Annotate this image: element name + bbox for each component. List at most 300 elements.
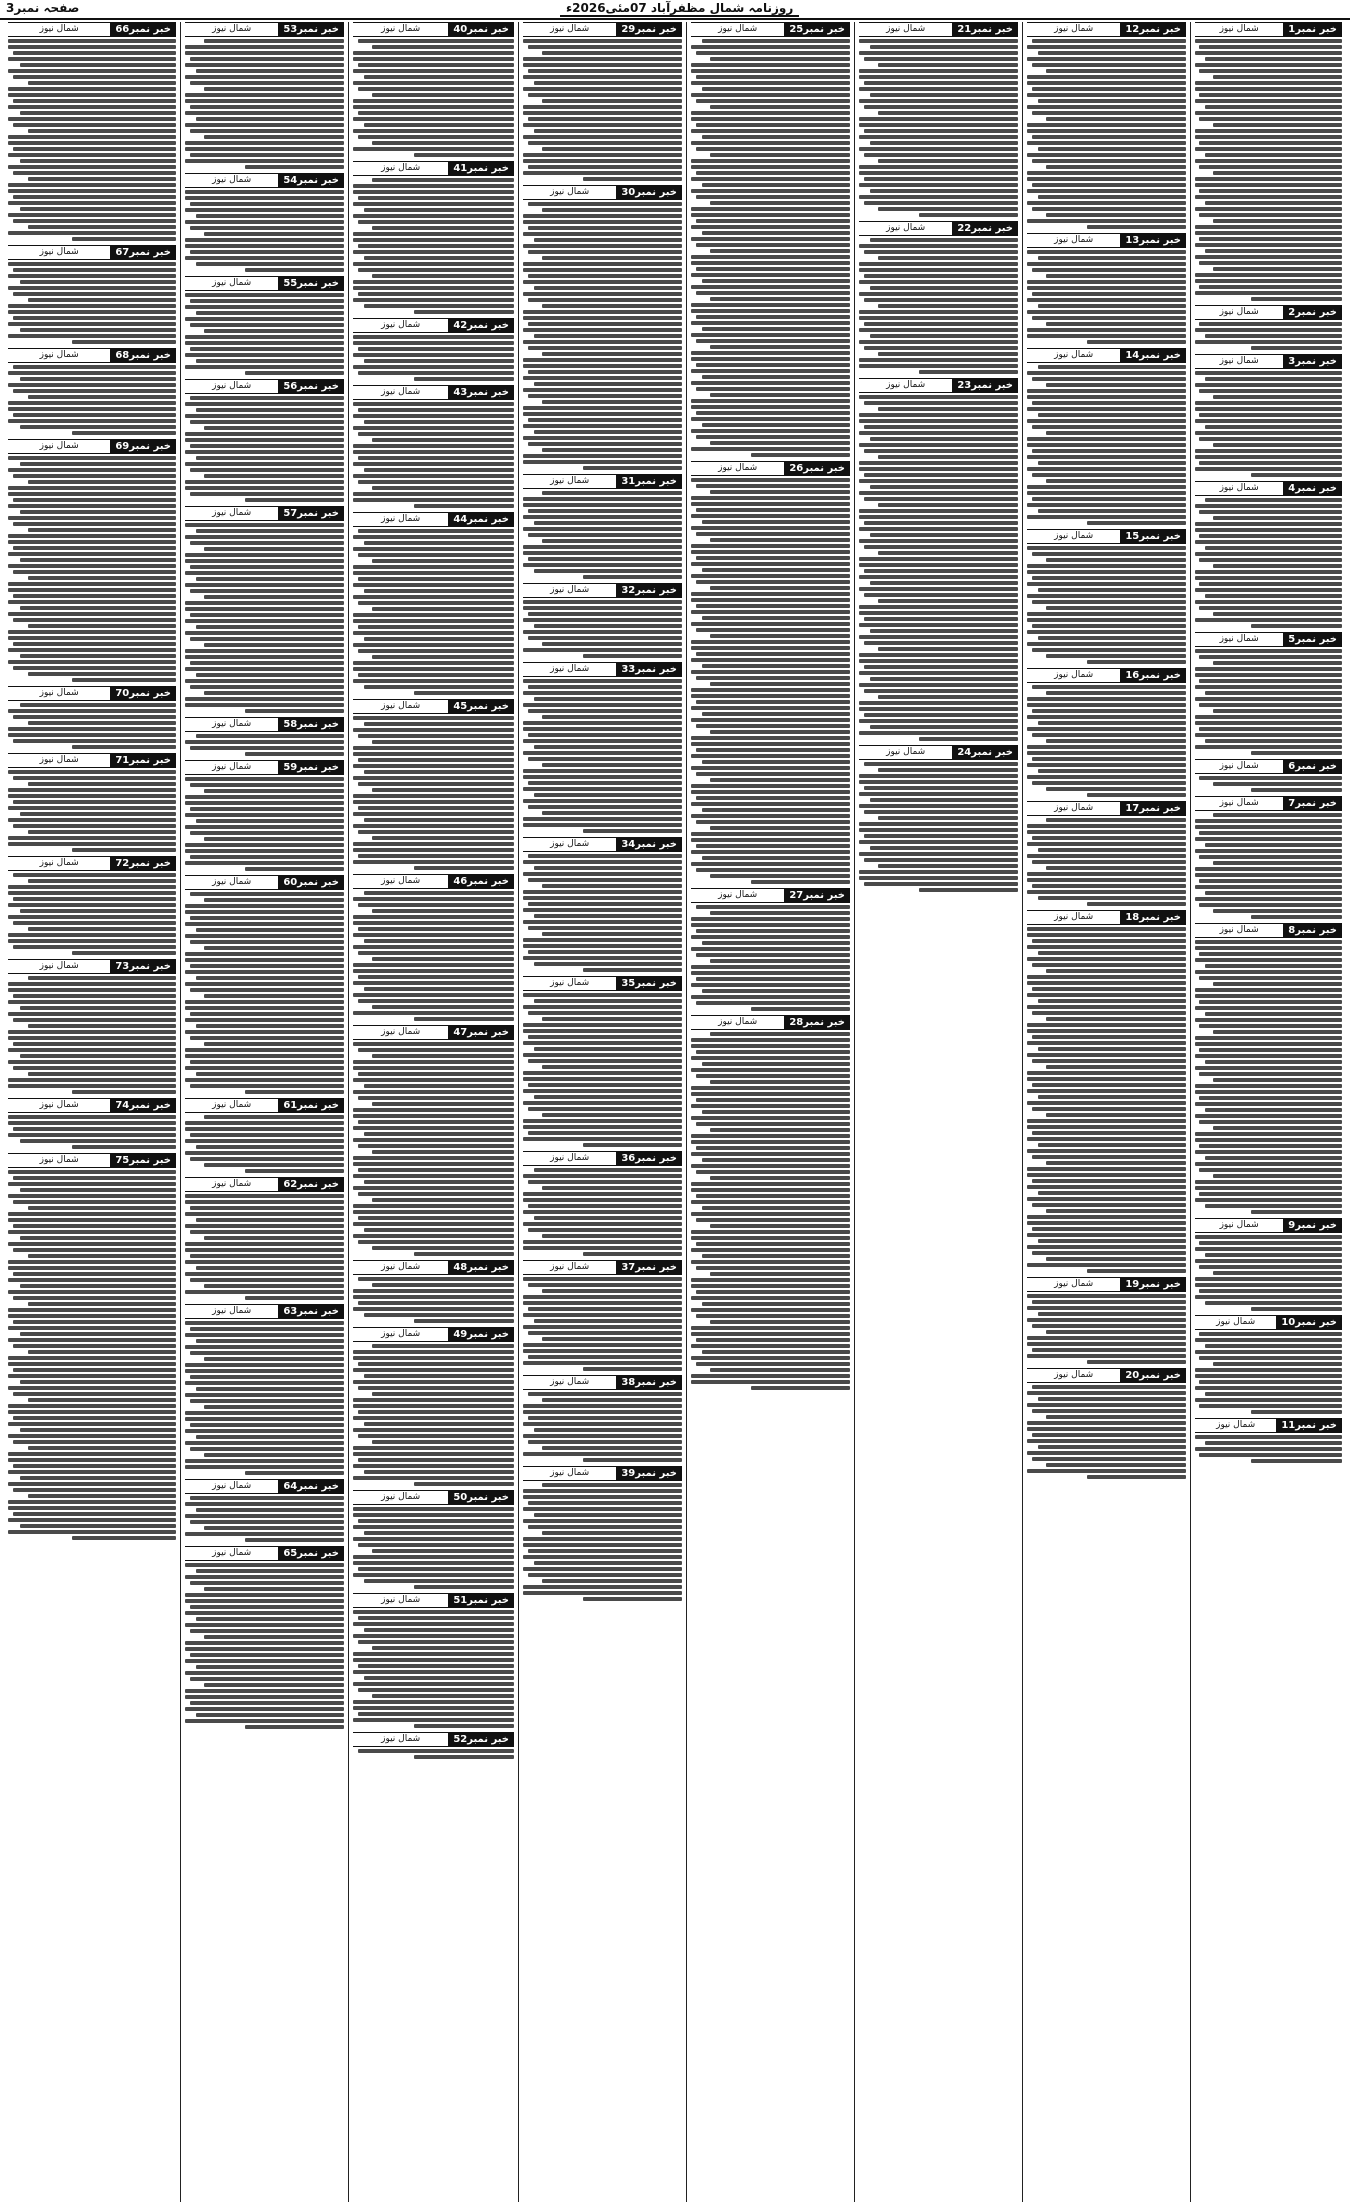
text-line <box>1195 291 1342 295</box>
text-line <box>523 358 682 362</box>
text-line <box>372 607 514 611</box>
text-line <box>523 159 682 163</box>
news-source-label: شمال نیوز <box>212 278 252 288</box>
text-line <box>691 225 850 229</box>
text-line <box>8 1030 176 1034</box>
text-line <box>542 1234 682 1238</box>
news-item <box>8 1098 176 1149</box>
text-line <box>196 408 344 412</box>
text-line <box>751 880 850 884</box>
text-line <box>358 1640 514 1644</box>
text-line <box>702 808 850 812</box>
text-line <box>1027 515 1186 519</box>
text-line <box>358 87 514 91</box>
text-line <box>523 1192 682 1196</box>
text-line <box>696 604 850 608</box>
text-line <box>190 589 344 593</box>
text-line <box>691 1086 850 1090</box>
text-line <box>20 1284 176 1288</box>
text-line <box>523 1404 682 1408</box>
news-item-body <box>523 854 682 972</box>
news-item-header <box>185 379 344 394</box>
text-line <box>1195 1398 1342 1402</box>
news-item <box>353 1327 514 1486</box>
text-line <box>8 733 176 737</box>
news-item-number: خبر نمبر2 <box>1283 306 1342 319</box>
news-item-number: خبر نمبر53 <box>278 23 344 36</box>
text-line <box>702 279 850 283</box>
news-item <box>353 1025 514 1256</box>
text-line <box>8 727 176 731</box>
news-source-label: شمال نیوز <box>381 1027 421 1037</box>
text-line <box>353 1090 514 1094</box>
text-line <box>358 1362 514 1366</box>
text-line <box>1027 1029 1186 1033</box>
text-line <box>523 388 682 392</box>
text-line <box>190 1677 344 1681</box>
text-line <box>1195 1006 1342 1010</box>
text-line <box>878 695 1018 699</box>
text-line <box>358 999 514 1003</box>
text-line <box>523 1071 682 1075</box>
text-line <box>1027 419 1186 423</box>
text-line <box>185 1078 344 1082</box>
text-line <box>1199 1453 1342 1457</box>
text-line <box>542 1483 682 1487</box>
text-line <box>353 667 514 671</box>
text-line <box>185 1459 344 1463</box>
text-line <box>1032 1131 1186 1135</box>
text-line <box>1038 413 1186 417</box>
text-line <box>710 490 850 494</box>
news-source-label: شمال نیوز <box>1054 531 1094 541</box>
text-line <box>1205 57 1342 61</box>
text-line <box>13 316 176 320</box>
text-line <box>353 232 514 236</box>
text-line <box>1027 93 1186 97</box>
news-item <box>523 1466 682 1601</box>
text-line <box>523 424 682 428</box>
text-line <box>691 1344 850 1348</box>
text-line <box>1195 1132 1342 1136</box>
text-line <box>523 1137 682 1141</box>
text-line <box>864 593 1018 597</box>
text-line <box>1032 1457 1186 1461</box>
text-line <box>1213 661 1342 665</box>
text-line <box>1195 177 1342 181</box>
text-line <box>8 612 176 616</box>
text-line <box>358 1458 514 1462</box>
text-line <box>528 117 682 121</box>
text-line <box>696 772 850 776</box>
text-line <box>523 1585 682 1589</box>
text-line <box>691 1374 850 1378</box>
news-item <box>691 888 850 1011</box>
news-source-label: شمال نیوز <box>381 1734 421 1744</box>
text-line <box>859 69 1018 73</box>
text-line <box>523 944 682 948</box>
text-line <box>204 837 344 841</box>
text-line <box>353 1428 514 1432</box>
news-item-body <box>353 529 514 695</box>
text-line <box>353 1078 514 1082</box>
text-line <box>1251 346 1342 350</box>
text-line <box>528 202 682 206</box>
text-line <box>185 1224 344 1228</box>
text-line <box>1213 171 1342 175</box>
news-item-header <box>1027 348 1186 363</box>
text-line <box>1027 395 1186 399</box>
news-source-label: شمال نیوز <box>1054 350 1094 360</box>
text-line <box>190 105 344 109</box>
text-line <box>353 619 514 623</box>
text-line <box>8 334 176 338</box>
text-line <box>185 111 344 115</box>
text-line <box>702 1062 850 1066</box>
text-line <box>358 782 514 786</box>
text-line <box>710 105 850 109</box>
text-line <box>190 347 344 351</box>
text-line <box>859 563 1018 567</box>
text-line <box>702 568 850 572</box>
text-line <box>28 177 176 181</box>
text-line <box>542 1337 682 1341</box>
text-line <box>859 852 1018 856</box>
text-line <box>1027 455 1186 459</box>
text-line <box>859 268 1018 272</box>
text-line <box>1027 642 1186 646</box>
news-item-number: خبر نمبر12 <box>1120 23 1186 36</box>
news-source-label: شمال نیوز <box>212 1481 252 1491</box>
text-line <box>185 697 344 701</box>
text-line <box>1027 830 1186 834</box>
news-item-body <box>523 39 682 181</box>
text-line <box>691 303 850 307</box>
text-line <box>1027 612 1186 616</box>
text-line <box>1199 322 1342 326</box>
text-line <box>1195 715 1342 719</box>
text-line <box>20 909 176 913</box>
text-line <box>353 1573 514 1577</box>
text-line <box>8 600 176 604</box>
news-item <box>859 378 1018 741</box>
text-line <box>204 595 344 599</box>
text-line <box>1027 1173 1186 1177</box>
news-item-number: خبر نمبر25 <box>784 23 850 36</box>
text-line <box>414 310 514 314</box>
text-line <box>1027 775 1186 779</box>
text-line <box>1027 1318 1186 1322</box>
text-line <box>702 856 850 860</box>
text-line <box>528 805 682 809</box>
text-line <box>691 592 850 596</box>
text-line <box>196 1617 344 1621</box>
text-line <box>204 1526 344 1530</box>
text-line <box>859 358 1018 362</box>
text-line <box>8 564 176 568</box>
text-line <box>528 274 682 278</box>
text-line <box>13 570 176 574</box>
text-line <box>859 575 1018 579</box>
text-line <box>691 1284 850 1288</box>
text-line <box>1199 510 1342 514</box>
text-line <box>190 1060 344 1064</box>
text-line <box>358 734 514 738</box>
text-line <box>185 583 344 587</box>
text-line <box>8 1308 176 1312</box>
text-line <box>13 618 176 622</box>
text-line <box>353 824 514 828</box>
text-line <box>696 929 850 933</box>
text-line <box>1205 249 1342 253</box>
text-line <box>1195 528 1342 532</box>
text-line <box>185 1363 344 1367</box>
text-line <box>353 1537 514 1541</box>
text-line <box>1027 703 1186 707</box>
text-line <box>1195 1295 1342 1299</box>
text-line <box>523 1246 682 1250</box>
text-line <box>523 1422 682 1426</box>
text-line <box>185 147 344 151</box>
text-line <box>185 1151 344 1155</box>
news-item-header <box>1195 759 1342 774</box>
text-line <box>696 796 850 800</box>
text-line <box>523 993 682 997</box>
text-line <box>28 624 176 628</box>
text-line <box>353 764 514 768</box>
text-line <box>8 1386 176 1390</box>
text-line <box>8 988 176 992</box>
text-line <box>696 1170 850 1174</box>
text-line <box>878 256 1018 260</box>
text-line <box>710 57 850 61</box>
text-line <box>13 1368 176 1372</box>
text-line <box>358 1301 514 1305</box>
text-line <box>859 117 1018 121</box>
text-line <box>1195 255 1342 259</box>
text-line <box>20 510 176 514</box>
text-line <box>1046 165 1186 169</box>
text-line <box>196 976 344 980</box>
text-line <box>1195 1350 1342 1354</box>
news-column <box>686 22 854 2202</box>
text-line <box>523 111 682 115</box>
text-line <box>8 1500 176 1504</box>
text-line <box>523 739 682 743</box>
text-line <box>1195 419 1342 423</box>
text-line <box>696 1314 850 1318</box>
text-line <box>190 420 344 424</box>
text-line <box>353 897 514 901</box>
text-line <box>859 280 1018 284</box>
text-line <box>691 1332 850 1336</box>
text-line <box>1027 582 1186 586</box>
text-line <box>1027 57 1186 61</box>
text-line <box>1032 425 1186 429</box>
news-source-label: شمال نیوز <box>381 24 421 34</box>
text-line <box>1199 903 1342 907</box>
text-line <box>859 364 1018 368</box>
text-line <box>20 1524 176 1528</box>
news-item-number: خبر نمبر56 <box>278 380 344 393</box>
news-item-header <box>8 348 176 363</box>
news-item-header <box>8 22 176 37</box>
text-line <box>1032 1011 1186 1015</box>
news-item-header <box>185 173 344 188</box>
text-line <box>358 1749 514 1753</box>
text-line <box>1199 606 1342 610</box>
text-line <box>1027 262 1186 266</box>
text-line <box>353 613 514 617</box>
news-item-number: خبر نمبر52 <box>448 1733 514 1746</box>
text-line <box>185 75 344 79</box>
text-line <box>864 401 1018 405</box>
masthead <box>0 0 1350 20</box>
text-line <box>1027 443 1186 447</box>
text-line <box>534 430 682 434</box>
news-item <box>1195 759 1342 792</box>
text-line <box>1213 1362 1342 1366</box>
text-line <box>28 1206 176 1210</box>
news-item-body <box>353 1277 514 1323</box>
text-line <box>353 426 514 430</box>
text-line <box>353 776 514 780</box>
news-source-label: شمال نیوز <box>39 858 79 868</box>
text-line <box>185 523 344 527</box>
news-item-body <box>8 770 176 852</box>
text-line <box>28 1446 176 1450</box>
text-line <box>372 788 514 792</box>
text-line <box>13 219 176 223</box>
text-line <box>28 672 176 676</box>
text-line <box>372 740 514 744</box>
text-line <box>185 1018 344 1022</box>
text-line <box>196 529 344 533</box>
text-line <box>859 828 1018 832</box>
text-line <box>710 1080 850 1084</box>
text-line <box>1205 1108 1342 1112</box>
text-line <box>691 544 850 548</box>
text-line <box>1027 298 1186 302</box>
text-line <box>691 1308 850 1312</box>
news-item-header <box>8 439 176 454</box>
text-line <box>185 1272 344 1276</box>
text-line <box>353 716 514 720</box>
text-line <box>364 256 514 260</box>
text-line <box>864 250 1018 254</box>
text-line <box>859 774 1018 778</box>
text-line <box>691 802 850 806</box>
text-line <box>691 814 850 818</box>
text-line <box>534 1216 682 1220</box>
text-line <box>1027 715 1186 719</box>
text-line <box>204 898 344 902</box>
text-line <box>534 745 682 749</box>
text-line <box>8 274 176 278</box>
text-line <box>859 515 1018 519</box>
text-line <box>196 1266 344 1270</box>
text-line <box>1195 1042 1342 1046</box>
text-line <box>190 1230 344 1234</box>
text-line <box>8 165 176 169</box>
news-item-header <box>185 717 344 732</box>
text-line <box>1199 1072 1342 1076</box>
text-line <box>1027 751 1186 755</box>
text-line <box>72 431 176 435</box>
text-line <box>1213 395 1342 399</box>
news-item <box>523 22 682 181</box>
news-item-body <box>691 478 850 884</box>
text-line <box>364 304 514 308</box>
text-line <box>1087 1269 1186 1273</box>
text-line <box>1032 1433 1186 1437</box>
text-line <box>702 712 850 716</box>
text-line <box>528 612 682 616</box>
text-line <box>523 515 682 519</box>
text-line <box>185 1429 344 1433</box>
text-line <box>372 1150 514 1154</box>
text-line <box>1195 600 1342 604</box>
news-item-header <box>353 1260 514 1275</box>
news-source-label: شمال نیوز <box>550 1377 590 1387</box>
news-item <box>1195 796 1342 919</box>
text-line <box>185 970 344 974</box>
text-line <box>8 648 176 652</box>
text-line <box>353 298 514 302</box>
news-item <box>353 1732 514 1759</box>
text-line <box>1032 576 1186 580</box>
text-line <box>28 1024 176 1028</box>
news-item-body <box>185 1321 344 1475</box>
text-line <box>710 634 850 638</box>
news-item <box>353 699 514 870</box>
news-item-number: خبر نمبر5 <box>1283 633 1342 646</box>
text-line <box>864 713 1018 717</box>
text-line <box>8 201 176 205</box>
news-item-body <box>1027 927 1186 1273</box>
text-line <box>523 721 682 725</box>
text-line <box>364 987 514 991</box>
text-line <box>1205 1253 1342 1257</box>
text-line <box>1199 727 1342 731</box>
text-line <box>1038 195 1186 199</box>
text-line <box>691 1188 850 1192</box>
text-line <box>859 719 1018 723</box>
text-line <box>414 1252 514 1256</box>
text-line <box>528 950 682 954</box>
news-item <box>1027 1368 1186 1479</box>
text-line <box>28 480 176 484</box>
text-line <box>185 1593 344 1597</box>
text-line <box>364 685 514 689</box>
news-item-body <box>1027 250 1186 344</box>
text-line <box>1032 600 1186 604</box>
text-line <box>1199 855 1342 859</box>
text-line <box>8 1194 176 1198</box>
text-line <box>1027 1101 1186 1105</box>
text-line <box>702 183 850 187</box>
text-line <box>8 183 176 187</box>
text-line <box>696 1194 850 1198</box>
news-item-header <box>859 378 1018 393</box>
text-line <box>1195 467 1342 471</box>
text-line <box>1251 915 1342 919</box>
news-item <box>859 221 1018 374</box>
text-line <box>523 1101 682 1105</box>
news-item <box>1027 529 1186 664</box>
text-line <box>534 1168 682 1172</box>
text-line <box>1046 117 1186 121</box>
